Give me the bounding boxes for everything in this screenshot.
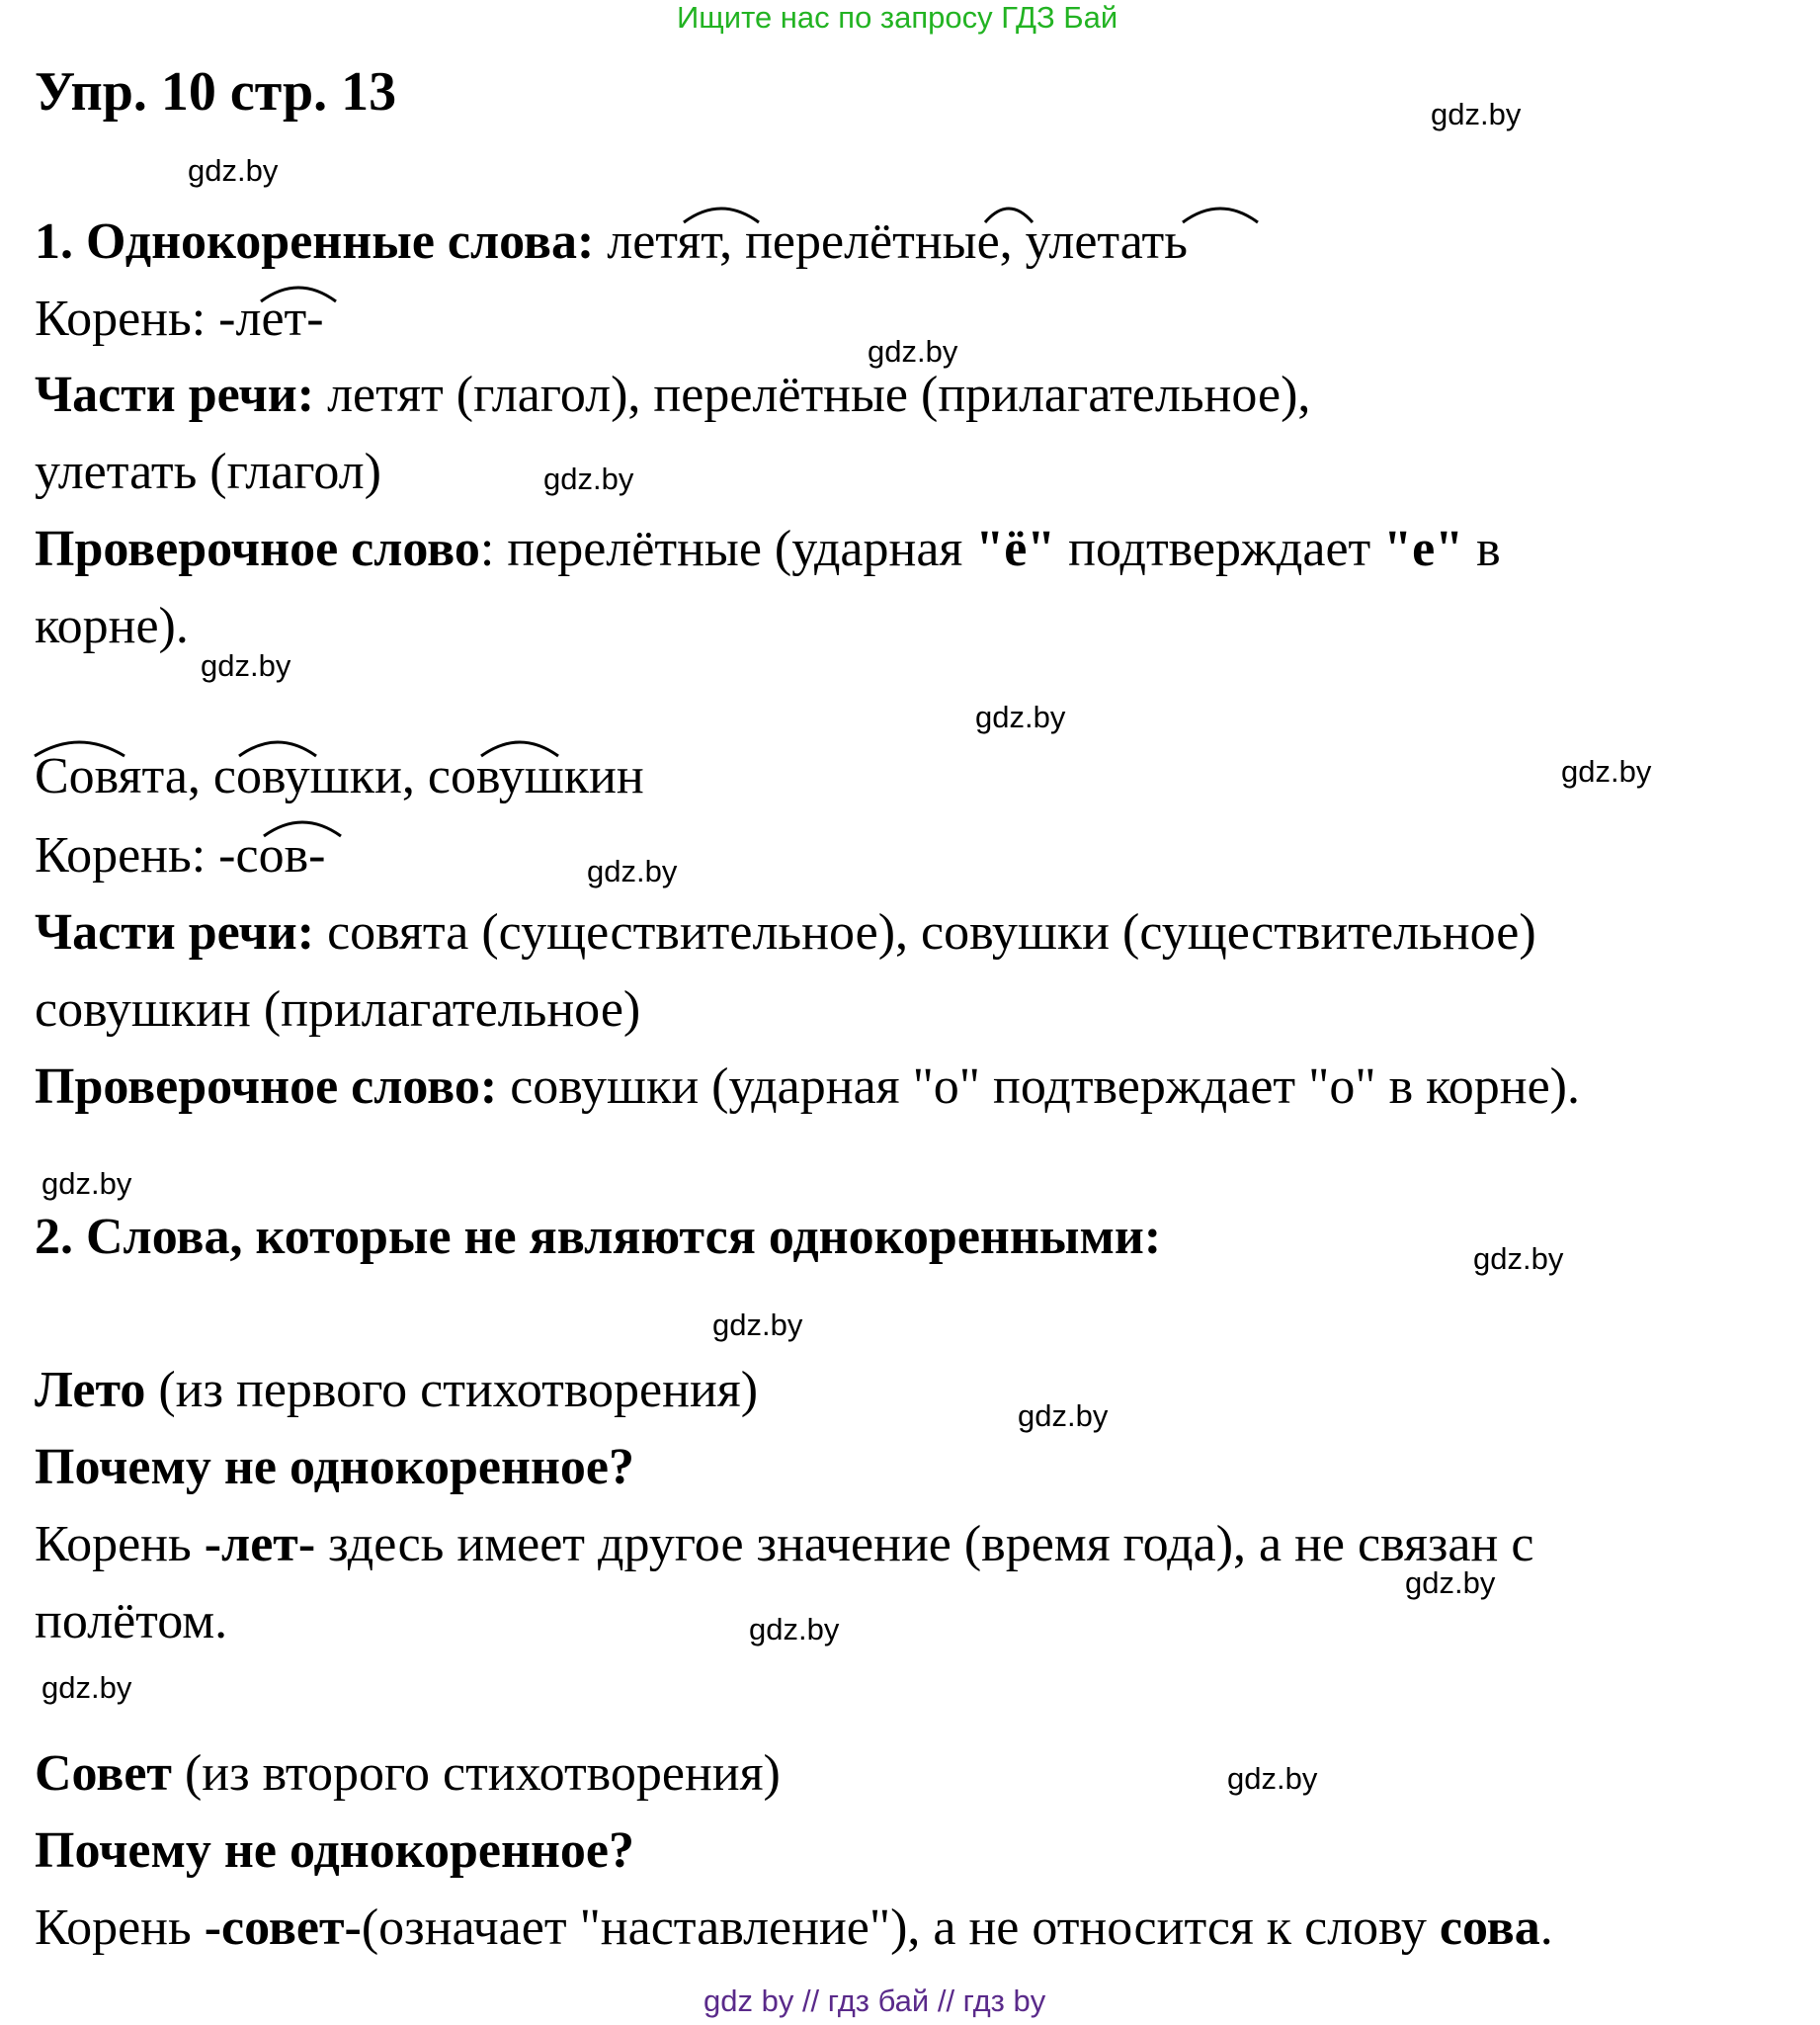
expl-text: Корень bbox=[35, 1516, 205, 1572]
check-text: подтверждает bbox=[1055, 521, 1384, 577]
check-text: совушки (ударная "о" подтверждает "о" в корне). bbox=[497, 1058, 1580, 1115]
parts-label: Части речи: bbox=[35, 367, 315, 423]
item1-explanation-line2: полётом. bbox=[35, 1593, 228, 1649]
top-banner: Ищите нас по запросу ГДЗ Бай bbox=[677, 0, 1118, 35]
section1b-parts-line bbox=[35, 903, 1536, 963]
watermark: gdz.by bbox=[868, 334, 958, 369]
section1-parts-line bbox=[35, 366, 1310, 425]
word-uletat: улетать bbox=[1025, 213, 1188, 270]
root-arc-mark bbox=[259, 280, 338, 303]
watermark: gdz.by bbox=[188, 153, 279, 188]
section1-check-line2: корне). bbox=[35, 598, 189, 654]
item1-title-line bbox=[35, 1361, 758, 1420]
comma: , bbox=[999, 213, 1026, 270]
root-arc-mark bbox=[237, 734, 318, 758]
watermark: gdz.by bbox=[1473, 1241, 1564, 1276]
item2-why: Почему не однокоренное? bbox=[35, 1822, 635, 1879]
expl-root: -лет- bbox=[204, 1516, 316, 1572]
section2-heading: 2. Слова, которые не являются однокоренными: bbox=[35, 1209, 1162, 1265]
root-value: -сов- bbox=[218, 827, 326, 884]
watermark: gdz.by bbox=[1405, 1565, 1496, 1600]
watermark: gdz.by bbox=[41, 1166, 132, 1201]
watermark: gdz.by bbox=[1561, 754, 1652, 789]
expl-text: (означает "наставление"), а не относится к слову bbox=[361, 1899, 1440, 1956]
check-quote: "ё" bbox=[975, 521, 1056, 577]
expl-text: . bbox=[1539, 1899, 1553, 1956]
root-value: -лет- bbox=[218, 291, 324, 347]
item2-note: (из второго стихотворения) bbox=[171, 1745, 781, 1802]
comma: , bbox=[719, 213, 746, 270]
footer-links: gdz by // гдз бай // гдз by bbox=[703, 1983, 1046, 2018]
root-arc-mark bbox=[1181, 201, 1260, 224]
word-pereletnye: перелётные bbox=[745, 213, 1000, 270]
word-letyat: летят bbox=[607, 213, 720, 270]
section1b-parts-line2: совушкин (прилагательное) bbox=[35, 981, 641, 1038]
check-label: Проверочное слово bbox=[35, 521, 480, 577]
section1-heading: 1. Однокоренные слова: bbox=[35, 213, 595, 270]
watermark: gdz.by bbox=[543, 462, 634, 496]
item2-explanation bbox=[35, 1898, 1553, 1958]
root-arc-mark bbox=[682, 201, 761, 224]
parts-label: Части речи: bbox=[35, 904, 315, 961]
check-text: : перелётные (ударная bbox=[479, 521, 976, 577]
watermark: gdz.by bbox=[975, 700, 1066, 734]
root-arc-mark bbox=[262, 814, 343, 838]
watermark: gdz.by bbox=[749, 1612, 840, 1646]
word-sovushkin: совушкин bbox=[427, 748, 644, 804]
check-quote: "е" bbox=[1383, 521, 1464, 577]
root-label: Корень: bbox=[35, 827, 219, 884]
root-arc-mark bbox=[33, 734, 126, 758]
item1-explanation bbox=[35, 1515, 1533, 1574]
expl-word: сова bbox=[1439, 1899, 1540, 1956]
item2-word: Совет bbox=[35, 1745, 172, 1802]
parts-text: летят (глагол), перелётные (прилагательное), bbox=[314, 367, 1311, 423]
comma: , bbox=[187, 748, 213, 804]
root-arc-mark bbox=[983, 201, 1034, 224]
watermark: gdz.by bbox=[41, 1670, 132, 1705]
root-label: Корень: bbox=[35, 291, 219, 347]
watermark: gdz.by bbox=[712, 1308, 803, 1342]
word-sovyata: Совята bbox=[35, 748, 188, 804]
watermark: gdz.by bbox=[1018, 1398, 1109, 1433]
watermark: gdz.by bbox=[201, 648, 291, 683]
check-label: Проверочное слово: bbox=[35, 1058, 498, 1115]
comma: , bbox=[401, 748, 428, 804]
expl-text: Корень bbox=[35, 1899, 205, 1956]
watermark: gdz.by bbox=[1431, 97, 1522, 131]
root-arc-mark bbox=[479, 734, 560, 758]
section1-parts-line2: улетать (глагол) bbox=[35, 444, 381, 500]
item1-note: (из первого стихотворения) bbox=[145, 1362, 759, 1418]
watermark: gdz.by bbox=[1227, 1761, 1318, 1796]
watermark: gdz.by bbox=[587, 854, 678, 888]
exercise-title: Упр. 10 стр. 13 bbox=[35, 61, 397, 123]
parts-text: совята (существительное), совушки (существительное) bbox=[314, 904, 1536, 961]
item1-why: Почему не однокоренное? bbox=[35, 1439, 635, 1495]
item1-word: Лето bbox=[35, 1362, 146, 1418]
word-sovushki: совушки bbox=[212, 748, 402, 804]
item2-title-line bbox=[35, 1744, 781, 1804]
expl-root: -совет- bbox=[204, 1899, 362, 1956]
section1-check-line bbox=[35, 520, 1501, 579]
section1b-check-line bbox=[35, 1057, 1580, 1117]
expl-text: здесь имеет другое значение (время года), а не связан с bbox=[315, 1516, 1534, 1572]
check-text: в bbox=[1463, 521, 1501, 577]
